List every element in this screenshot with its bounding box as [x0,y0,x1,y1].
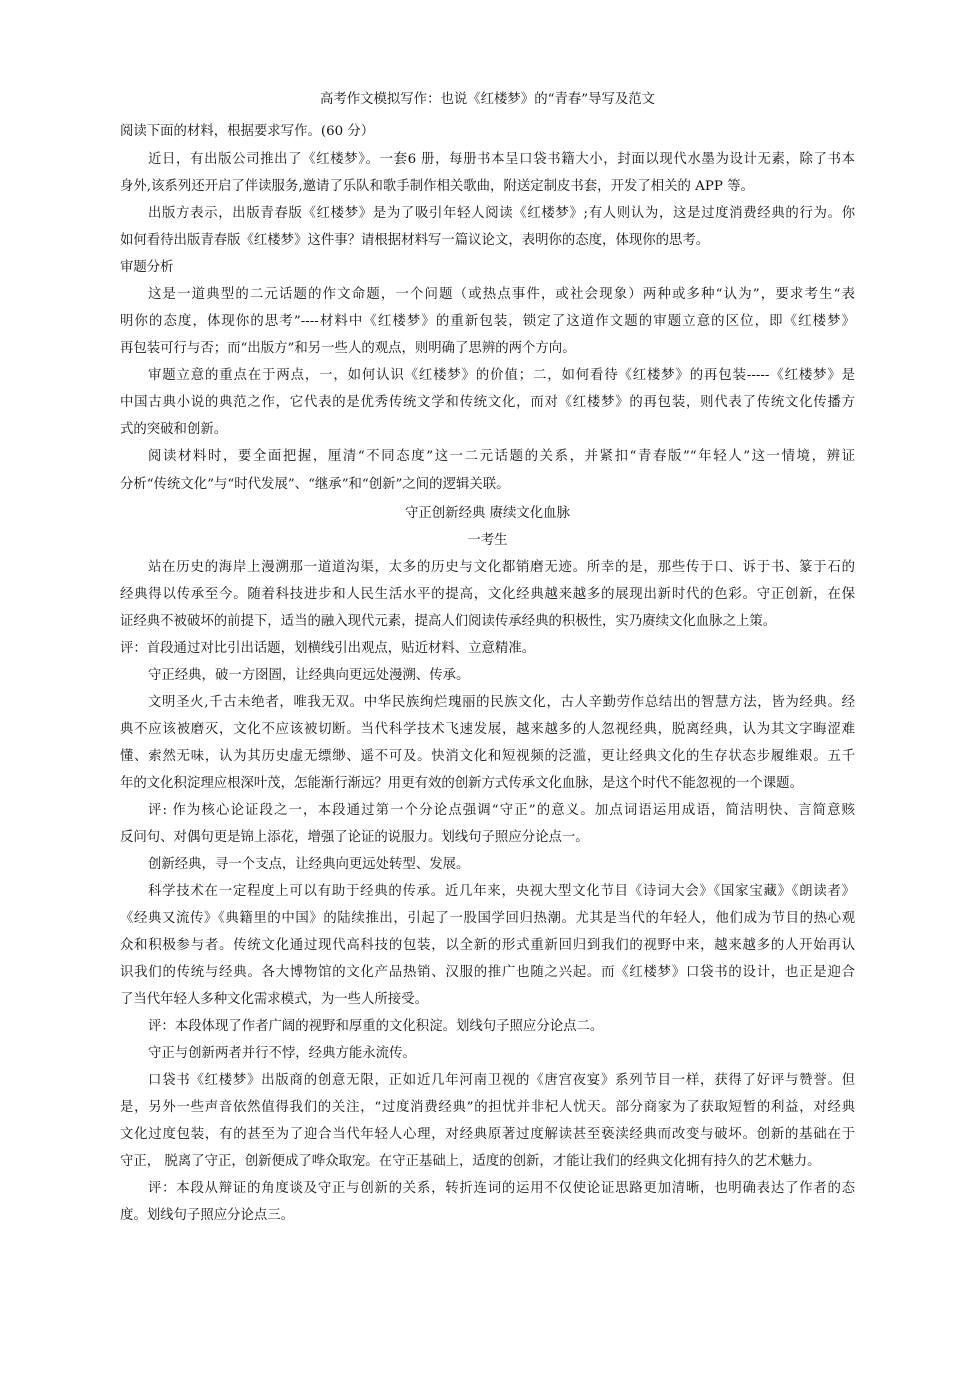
paragraph-line: 识我们的传统与经典。各大博物馆的文化产品热销、汉服的推广也随之兴起。而《红楼梦》口袋书的设计，也正是迎合 [120,965,855,980]
comment-line: 评：本段体现了作者广阔的视野和厚重的文化积淀。划线句子照应分论点二。 [148,1019,604,1034]
essay-title: 守正创新经典 赓续文化血脉 [405,506,570,521]
paragraph-line: 经典得以传承至今。随着科技进步和人民生活水平的提高，文化经典越来越多的展现出新时代的色彩。守正创新，在保 [120,587,855,602]
paragraph-line: 口袋书《红楼梦》出版商的创意无限，正如近几年河南卫视的《唐宫夜宴》系列节目一样，获得了好评与赞誉。但 [148,1073,855,1088]
essay-author: 一考生 [467,533,508,548]
paragraph-line: 近日，有出版公司推出了《红楼梦》。一套6 册，每册书本呈口袋书籍大小，封面以现代水墨为设计无素，除了书本 [148,152,855,167]
comment-line: 评：首段通过对比引出话题，划横线引出观点，贴近材料、立意精准。 [120,641,536,656]
paragraph-line: 了当代年轻人多种文化需求模式，为一些人所接受。 [120,992,428,1007]
comment-line: 评: 作为核心论证段之一，本段通过第一个分论点强调“守正”的意义。加点词语运用成语，简洁明快、言简意赅 [148,803,855,818]
paragraph-line: 明你的态度，体现你的思考”----材料中《红楼梦》的重新包装，锁定了这道作文题的审题立意的区位，即《红楼梦》 [120,314,855,329]
comment-line: 评：本段从辩证的角度谈及守正与创新的关系，转折连词的运用不仅使论证思路更加清晰，也明确表达了作者的态 [148,1181,855,1196]
paragraph-line: 如何看待出版青春版《红楼梦》这件事？请根据材料写一篇议论文，表明你的态度，体现你的思考。 [120,233,710,248]
paragraph-line: 众和积极参与者。传统文化通过现代高科技的包装，以全新的形式重新回归到我们的视野中来，越来越多的人开始再认 [120,938,855,953]
subpoint-heading: 守正经典，破一方囹圄，让经典向更远处漫溯、传承。 [148,668,470,683]
paragraph-line: 审题立意的重点在于两点，一，如何认识《红楼梦》的价值；二，如何看待《红楼梦》的再包装-----《红楼梦》是 [148,368,855,383]
paragraph-line: 懂、索然无味，认为其历史虚无缥缈、遥不可及。快消文化和短视频的泛滥，更让经典文化的生存状态步履维艰。五千 [120,749,855,764]
comment-line: 反问句、对偶句更是锦上添花，增强了论证的说服力。划线句子照应分论点一。 [120,830,589,845]
paragraph-line: 式的突破和创新。 [120,422,228,437]
paragraph-line: 身外,该系列还开启了伴读服务,邀请了乐队和歌手制作相关歌曲，附送定制皮书套，开发了相关的 APP 等。 [120,179,754,194]
paragraph-line: 文化过度包装，有的甚至为了迎合当代年轻人心理，对经典原著过度解读甚至亵渎经典而改变与破坏。创新的基础在于 [120,1127,855,1142]
subpoint-heading: 创新经典，寻一个支点，让经典向更远处转型、发展。 [148,857,470,872]
paragraph-line: 守正， 脱离了守正，创新便成了哗众取宠。在守正基础上，适度的创新，才能让我们的经典文化拥有持久的艺术魅力。 [120,1154,821,1169]
paragraph-line: 分析“传统文化”与“时代发展”、“继承”和“创新”之间的逻辑关联。 [120,477,510,492]
paragraph-line: 阅读材料时，要全面把握，厘清“不同态度”这一二元话题的关系，并紧扣“青春版”“年轻人”这一情境，辨证 [148,449,855,464]
paragraph-line: 证经典不被破坏的前提下，适当的融入现代元素，提高人们阅读传承经典的积极性，实乃赓续文化血脉之上策。 [120,614,777,629]
paragraph-line: 这是一道典型的二元话题的作文命题，一个问题（或热点事件，或社会现象）两种或多种“认为”，要求考生“表 [148,287,855,302]
subpoint-heading: 守正与创新两者并行不悖，经典方能永流传。 [148,1046,416,1061]
prompt-instruction: 阅读下面的材料，根据要求写作。(60 分） [120,124,375,139]
paragraph-line: 出版方表示，出版青春版《红楼梦》是为了吸引年轻人阅读《红楼梦》;有人则认为，这是过度消费经典的行为。你 [148,206,855,221]
paragraph-line: 中国古典小说的典范之作，它代表的是优秀传统文学和传统文化，而对《红楼梦》的再包装，则代表了传统文化传播方 [120,395,855,410]
paragraph-line: 年的文化积淀理应根深叶茂，怎能渐行渐远？用更有效的创新方式传承文化血脉，是这个时代不能忽视的一个课题。 [120,776,803,791]
paragraph-line: 科学技术在一定程度上可以有助于经典的传承。近几年来，央视大型文化节目《诗词大会》《国家宝藏》《朗读者》 [148,884,855,899]
paragraph-line: 再包装可行与否；而“出版方”和另一些人的观点，则明确了思辨的两个方向。 [120,341,576,356]
paragraph-line: 典不应该被磨灭，文化不应该被切断。当代科学技术飞速发展，越来越多的人忽视经典，脱离经典，认为其文字晦涩难 [120,722,855,737]
paragraph-line: 文明圣火,千古未绝者，唯我无双。中华民族绚烂瑰丽的民族文化，古人辛勤劳作总结出的智慧方法，皆为经典。经 [148,695,855,710]
comment-line: 度。划线句子照应分论点三。 [120,1208,295,1223]
paragraph-line: 站在历史的海岸上漫溯那一道道沟渠，太多的历史与文化都销磨无迹。所幸的是，那些传于口、诉于书、篆于石的 [148,560,855,575]
document-title: 高考作文模拟写作：也说《红楼梦》的“青春”导写及范文 [319,92,656,107]
paragraph-line: 《经典又流传》《典籍里的中国》的陆续推出，引起了一股国学回归热潮。尤其是当代的年轻人，他们成为节目的热心观 [120,911,855,926]
paragraph-line: 是，另外一些声音依然值得我们的关注，“过度消费经典”的担忧并非杞人忧天。部分商家为了获取短暂的利益，对经典 [120,1100,855,1115]
section-heading: 审题分析 [120,260,174,275]
